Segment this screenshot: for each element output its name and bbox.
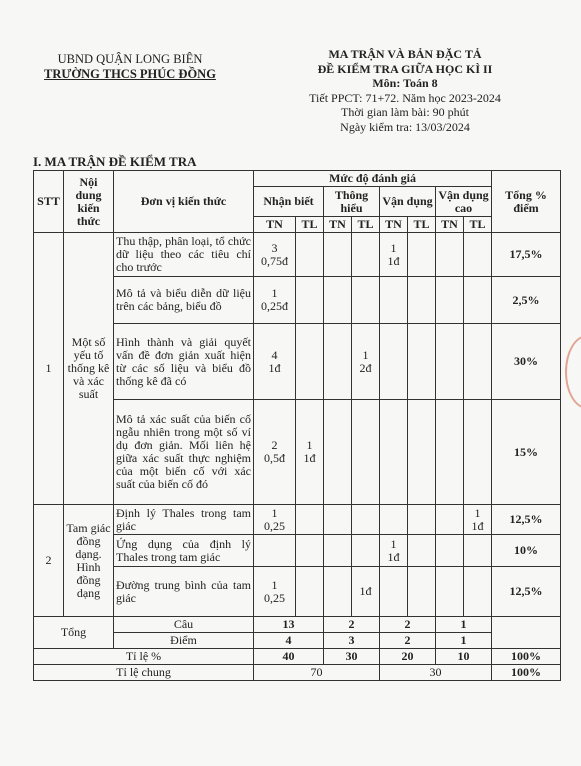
header-thong-hieu: Thông hiểu [324, 187, 380, 217]
doc-title: MA TRẬN VÀ BẢN ĐẶC TẢ [328, 47, 482, 61]
total-cell: 30% [492, 324, 561, 400]
tile-label: Tỉ lệ % [34, 649, 254, 665]
header-tn: TN [380, 217, 408, 233]
header-tn: TN [324, 217, 352, 233]
score-cell: 1 1đ [380, 233, 408, 277]
table-row [34, 324, 561, 400]
score-cell: 1 2đ [352, 324, 380, 400]
tilechung-b: 30 [380, 665, 492, 681]
ppct-line: Tiết PPCT: 71+72. Năm học 2023-2024 [309, 90, 501, 105]
score-cell: 1 0,25 [254, 505, 296, 535]
tile-total: 100% [492, 649, 561, 665]
tilechung-label: Tỉ lệ chung [34, 665, 254, 681]
header-van-dung-cao: Vận dụng cao [436, 187, 492, 217]
tile-nb: 40 [254, 649, 324, 665]
total-cell: 17,5% [492, 233, 561, 277]
header-stt: STT [34, 171, 64, 233]
diem-vd: 2 [380, 633, 436, 649]
diem-nb: 4 [254, 633, 324, 649]
total-cell: 10% [492, 535, 561, 567]
score-cell: 1 1đ [464, 505, 492, 535]
table-row [34, 535, 561, 567]
header-content: Nội dung kiến thức [64, 171, 114, 233]
header-nhan-biet: Nhận biết [254, 187, 324, 217]
tong-label: Tổng [34, 617, 114, 649]
header-tn: TN [436, 217, 464, 233]
cau-nb: 13 [254, 617, 324, 633]
table-row [34, 505, 561, 535]
diem-th: 3 [324, 633, 380, 649]
unit-cell: Hình thành và giải quyết vấn đề đơn giản xuất hiện từ các số liệu và biểu đồ thống kê đã có [114, 324, 254, 400]
header-total: Tổng % điểm [492, 171, 561, 233]
matrix-table [33, 170, 561, 681]
cau-th: 2 [324, 617, 380, 633]
score-cell: 4 1đ [254, 324, 296, 400]
header-tl: TL [408, 217, 436, 233]
unit-cell: Ứng dụng của định lý Thales trong tam giác [114, 535, 254, 567]
content-cell: Một số yếu tố thống kê và xác suất [64, 233, 114, 505]
tile-th: 30 [324, 649, 380, 665]
total-cell: 12,5% [492, 567, 561, 617]
date-line: Ngày kiểm tra: 13/03/2024 [340, 119, 470, 134]
score-cell: 1 1đ [380, 535, 408, 567]
header-tl: TL [352, 217, 380, 233]
header-right [270, 47, 540, 134]
stt-cell: 1 [34, 233, 64, 505]
cau-vd: 2 [380, 617, 436, 633]
table-row [34, 400, 561, 505]
header-unit: Đơn vị kiến thức [114, 171, 254, 233]
header-level: Mức độ đánh giá [254, 171, 492, 187]
stt-cell: 2 [34, 505, 64, 617]
time-line: Thời gian làm bài: 90 phút [341, 105, 469, 119]
doc-subtitle: ĐỀ KIỂM TRA GIỮA HỌC KÌ II [317, 61, 493, 76]
unit-cell: Mô tả và biểu diễn dữ liệu trên các bảng, biểu đồ [114, 277, 254, 324]
tilechung-total: 100% [492, 665, 561, 681]
header-tn: TN [254, 217, 296, 233]
unit-cell: Thu thập, phân loại, tổ chức dữ liệu theo các tiêu chí cho trước [114, 233, 254, 277]
total-cell: 12,5% [492, 505, 561, 535]
header-van-dung: Vận dụng [380, 187, 436, 217]
header-tl: TL [464, 217, 492, 233]
department-name: UBND QUẬN LONG BIÊN [57, 52, 203, 66]
tilechung-a: 70 [254, 665, 380, 681]
total-cell: 2,5% [492, 277, 561, 324]
total-cell: 15% [492, 400, 561, 505]
table-row [34, 617, 561, 633]
score-cell: 1 0,25đ [254, 277, 296, 324]
section-title: I. MA TRẬN ĐỀ KIỂM TRA [33, 154, 197, 169]
score-cell: 2 0,5đ [254, 400, 296, 505]
header-tl: TL [296, 217, 324, 233]
stamp-seal [565, 335, 581, 409]
school-name: TRƯỜNG THCS PHÚC ĐỒNG [44, 67, 216, 81]
content-cell: Tam giác đồng dạng. Hình đồng dạng [64, 505, 114, 617]
tile-vdc: 10 [436, 649, 492, 665]
table-row [34, 233, 561, 277]
table-row [34, 649, 561, 665]
diem-label: Điểm [114, 633, 254, 649]
table-row [34, 633, 561, 649]
score-cell: 3 0,75đ [254, 233, 296, 277]
table-row [34, 277, 561, 324]
cau-label: Câu [114, 617, 254, 633]
score-cell: 1 1đ [296, 400, 324, 505]
unit-cell: Mô tả xác suất của biến cố ngẫu nhiên trong một số ví dụ đơn giản. Mối liên hệ giữa xác suất thực nghiệm của một biến cố với xác suất của biến cố đó [114, 400, 254, 505]
unit-cell: Định lý Thales trong tam giác [114, 505, 254, 535]
subject: Môn: Toán 8 [372, 76, 438, 90]
score-cell: 1 0,25 [254, 567, 296, 617]
tile-vd: 20 [380, 649, 436, 665]
table-row [34, 665, 561, 681]
unit-cell: Đường trung bình của tam giác [114, 567, 254, 617]
score-cell: 1đ [352, 567, 380, 617]
header-left [20, 52, 240, 82]
diem-vdc: 1 [436, 633, 492, 649]
table-row [34, 567, 561, 617]
cau-vdc: 1 [436, 617, 492, 633]
